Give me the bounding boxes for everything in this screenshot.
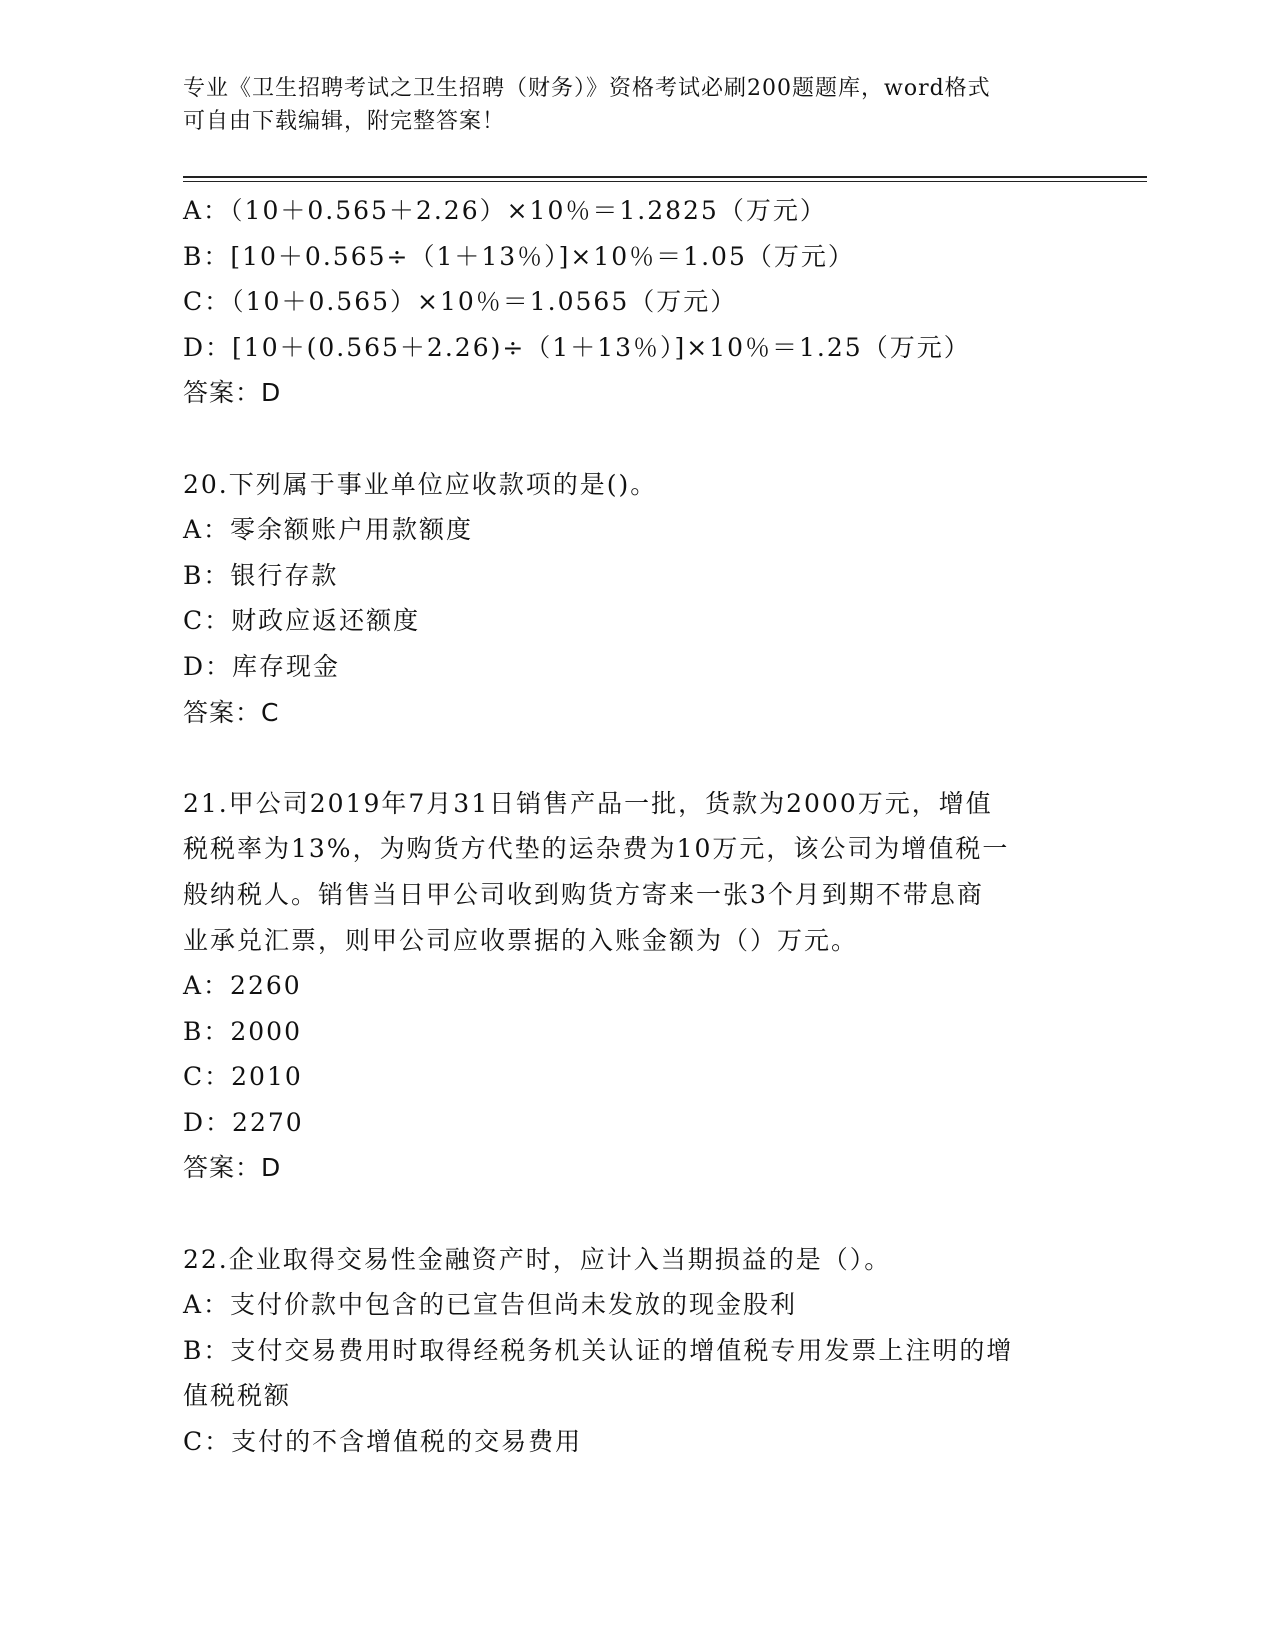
document-header (183, 72, 1063, 138)
q21-question-line-4: 业承兑汇票，则甲公司应收票据的入账金额为（）万元。 (183, 925, 859, 955)
q20-option-d: D：库存现金 (183, 651, 341, 681)
header-title-line-2: 可自由下载编辑，附完整答案！ (183, 109, 506, 134)
q20-answer: 答案：C (183, 697, 280, 727)
q20-option-c: C：财政应返还额度 (183, 606, 421, 636)
q20-question: 20.下列属于事业单位应收款项的是()。 (183, 469, 658, 499)
q19-option-c: C：（10＋0.565）×10％＝1.0565（万元） (183, 287, 738, 317)
q20-option-a: A：零余额账户用款额度 (183, 515, 474, 545)
q21-option-a: A：2260 (183, 971, 302, 1001)
question-22-block (183, 1237, 1083, 1465)
q22-option-b-line-2: 值税税额 (183, 1381, 292, 1411)
q22-question: 22.企业取得交易性金融资产时，应计入当期损益的是（）。 (183, 1244, 892, 1274)
q22-option-a: A：支付价款中包含的已宣告但尚未发放的现金股利 (183, 1290, 798, 1320)
q22-option-c: C：支付的不含增值税的交易费用 (183, 1427, 583, 1457)
q21-option-b: B：2000 (183, 1016, 302, 1046)
q20-option-b: B：银行存款 (183, 560, 339, 590)
q21-question-line-3: 般纳税人。销售当日甲公司收到购货方寄来一张3个月到期不带息商 (183, 879, 984, 909)
q21-question-line-2: 税税率为13%，为购货方代垫的运杂费为10万元，该公司为增值税一 (183, 834, 1010, 864)
q21-option-d: D：2270 (183, 1107, 304, 1137)
question-20-block (183, 462, 1083, 736)
question-19-block (183, 188, 1083, 416)
q19-option-a: A：（10＋0.565＋2.26）×10％＝1.2825（万元） (183, 196, 827, 225)
q21-question-line-1: 21.甲公司2019年7月31日销售产品一批，货款为2000万元，增值 (183, 788, 993, 818)
header-divider (183, 176, 1147, 182)
q22-option-b-line-1: B：支付交易费用时取得经税务机关认证的增值税专用发票上注明的增 (183, 1335, 1014, 1365)
q21-option-c: C：2010 (183, 1062, 303, 1092)
question-21-block (183, 781, 1083, 1191)
q21-answer: 答案：D (183, 1153, 282, 1183)
q19-option-d: D：[10＋(0.565＋2.26)÷（1＋13％）]×10％＝1.25（万元） (183, 332, 971, 362)
question-list (183, 188, 1083, 1465)
q19-answer: 答案：D (183, 378, 282, 408)
q19-option-b: B：[10＋0.565÷（1＋13％）]×10％＝1.05（万元） (183, 241, 855, 271)
header-title-line-1: 专业《卫生招聘考试之卫生招聘（财务）》资格考试必刷200题题库，word格式 (183, 76, 991, 101)
